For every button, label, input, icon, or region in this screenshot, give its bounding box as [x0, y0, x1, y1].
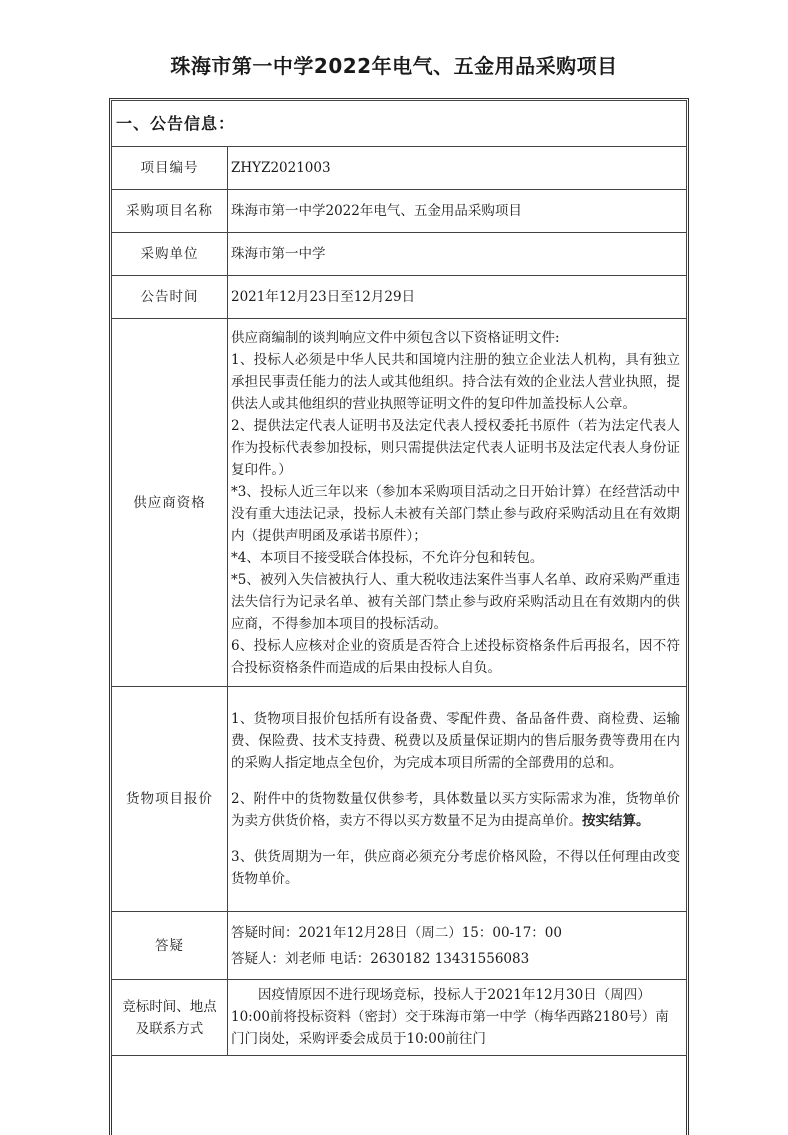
qualification-content: [228, 319, 687, 687]
pricing-item-2: [231, 788, 680, 832]
qualification-item-5: *5、被列入失信被执行人、重大税收违法案件当事人名单、政府采购严重违法失信行为记录名单、被有关部门禁止参与政府采购活动且在有效期内的供应商，不得参加本项目的投标活动。: [231, 571, 680, 632]
project-name-label: 采购项目名称: [112, 190, 228, 233]
announce-time-label: 公告时间: [112, 276, 228, 319]
pricing-label: 货物项目报价: [112, 687, 228, 912]
settlement-note: 按实结算。: [582, 813, 650, 829]
table-row: [112, 912, 687, 980]
pricing-content: [228, 687, 687, 912]
qualification-item-6: 6、投标人应核对企业的资质是否符合上述投标资格条件后再报名，因不符合投标资格条件而造成的后果由投标人自负。: [231, 637, 680, 676]
section-header: 一、公告信息：: [112, 101, 687, 147]
qa-contact: 答疑人：刘老师 电话：2630182 13431556083: [231, 950, 530, 967]
table-row: [112, 276, 687, 319]
announcement-table: [111, 100, 687, 1056]
announce-time-value: 2021年12月23日至12月29日: [228, 276, 687, 319]
pricing-item-1: 1、货物项目报价包括所有设备费、零配件费、备品备件费、商检费、运输费、保险费、技术支持费、税费以及质量保证期内的售后服务费等费用在内的采购人指定地点全包价，为完成本项目所需的全部费用的总和。: [231, 711, 680, 771]
qualification-label: 供应商资格: [112, 319, 228, 687]
qa-label: 答疑: [112, 912, 228, 980]
purchaser-label: 采购单位: [112, 233, 228, 276]
page-title: 珠海市第一中学2022年电气、五金用品采购项目: [170, 54, 618, 78]
qualification-item-2: 2、提供法定代表人证明书及法定代表人授权委托书原件（若为法定代表人作为投标代表参加投标，则只需提供法定代表人证明书及法定代表人身份证复印件。）: [231, 417, 680, 478]
table-row: [112, 190, 687, 233]
table-row: [112, 233, 687, 276]
qualification-item-3: *3、投标人近三年以来（参加本采购项目活动之日开始计算）在经营活动中没有重大违法记录，投标人未被有关部门禁止参与政府采购活动且在有效期内（提供声明函及承诺书原件）；: [231, 483, 680, 544]
table-row: [112, 319, 687, 687]
bidding-label: 竞标时间、地点及联系方式: [112, 980, 228, 1056]
table-row: [112, 687, 687, 912]
qa-time: 答疑时间：2021年12月28日（周二）15：00-17：00: [231, 924, 562, 941]
pricing-item-2-text: 2、附件中的货物数量仅供参考，具体数量以买方实际需求为准，货物单价为卖方供货价格，卖方不得以买方数量不足为由提高单价。: [231, 791, 680, 829]
qa-content: [228, 912, 687, 980]
project-number-value: ZHYZ2021003: [228, 147, 687, 190]
table-row: [112, 147, 687, 190]
project-name-value: 珠海市第一中学2022年电气、五金用品采购项目: [228, 190, 687, 233]
project-number-label: 项目编号: [112, 147, 228, 190]
table-row: [112, 980, 687, 1056]
bidding-text: 因疫情原因不进行现场竞标，投标人于2021年12月30日（周四）10:00前将投标资料（密封）交于珠海市第一中学（梅华西路2180号）南门门岗处，采购评委会成员于10:00前往门: [228, 980, 687, 1056]
pricing-item-3: 3、供货周期为一年，供应商必须充分考虑价格风险，不得以任何理由改变货物单价。: [231, 849, 680, 887]
purchaser-value: 珠海市第一中学: [228, 233, 687, 276]
qualification-item-1: 1、投标人必须是中华人民共和国境内注册的独立企业法人机构，具有独立承担民事责任能力的法人或其他组织。持合法有效的企业法人营业执照，提供法人或其他组织的营业执照等证明文件的复印件加盖投标人公章。: [231, 351, 680, 412]
qualification-intro: 供应商编制的谈判响应文件中须包含以下资格证明文件:: [231, 329, 560, 346]
section-header-row: [112, 101, 687, 147]
qualification-item-4: *4、本项目不接受联合体投标，不允许分包和转包。: [231, 549, 544, 566]
